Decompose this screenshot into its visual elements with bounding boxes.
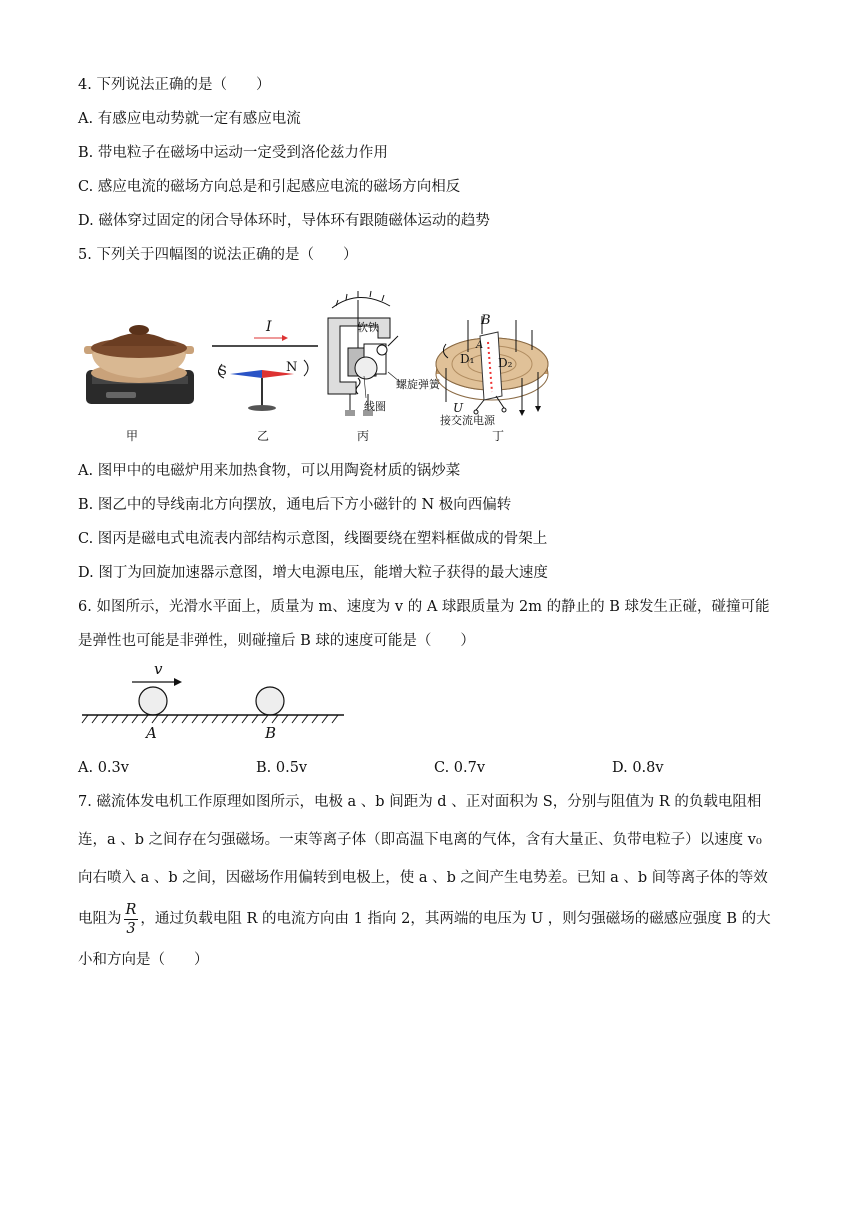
label-soft-iron: 软铁	[357, 321, 379, 334]
q6-option-c: C. 0.7v	[434, 760, 486, 776]
fraction-denominator: 3	[126, 920, 136, 937]
q5-stem: 5. 下列关于四幅图的说法正确的是（ ）	[78, 247, 358, 263]
label-ac-source: 接交流电源	[440, 414, 495, 427]
label-a: A	[476, 340, 484, 351]
fraction-numerator: R	[125, 901, 137, 918]
caption-yi: 乙	[256, 429, 269, 443]
q6-option-a: A. 0.3v	[78, 760, 129, 776]
label-ball-b: B	[265, 724, 277, 742]
q7-line-3: 向右喷入 a 、b 之间，因磁场作用偏转到电极上，使 a 、b 之间产生电势差。已知 a 、b 间等离子体的等效	[78, 870, 768, 886]
label-spring: 螺旋弹簧	[396, 378, 440, 391]
q7-line-5: 小和方向是（ ）	[78, 952, 209, 968]
q6-option-b: B. 0.5v	[256, 760, 308, 776]
q5-option-a: A. 图甲中的电磁炉用来加热食物，可以用陶瓷材质的锅炒菜	[78, 463, 461, 479]
caption-bing: 丙	[356, 429, 369, 443]
q7-line-4	[78, 900, 771, 938]
q6-stem-line-1: 6. 如图所示，光滑水平面上，质量为 m、速度为 v 的 A 球跟质量为 2m 的静止的 B 球发生正碰，碰撞可能	[78, 599, 770, 615]
figure-ding-cyclotron	[432, 312, 556, 426]
q6-option-d: D. 0.8v	[612, 760, 664, 776]
label-current-i: I	[266, 319, 272, 335]
caption-ding: 丁	[491, 429, 504, 443]
figure-jia-induction-cooker	[76, 318, 202, 410]
q5-option-d: D. 图丁为回旋加速器示意图，增大电源电压，能增大粒子获得的最大速度	[78, 565, 548, 581]
caption-jia: 甲	[125, 429, 138, 443]
q4-stem: 4. 下列说法正确的是（ ）	[78, 77, 271, 93]
label-velocity: v	[154, 660, 163, 678]
q7-line-4-suffix: ，通过负载电阻 R 的电流方向由 1 指向 2，其两端的电压为 U ，则匀强磁场的磁感应强度 B 的大	[140, 911, 771, 927]
label-ball-a: A	[146, 724, 157, 742]
q4-option-a: A. 有感应电动势就一定有感应电流	[78, 111, 301, 127]
q5-option-b: B. 图乙中的导线南北方向摆放，通电后下方小磁针的 N 极向西偏转	[78, 497, 512, 513]
label-north: N	[286, 360, 298, 375]
q4-option-d: D. 磁体穿过固定的闭合导体环时，导体环有跟随磁体运动的趋势	[78, 213, 490, 229]
label-south: S	[218, 364, 227, 379]
q4-option-b: B. 带电粒子在磁场中运动一定受到洛伦兹力作用	[78, 145, 388, 161]
q4-option-c: C. 感应电流的磁场方向总是和引起感应电流的磁场方向相反	[78, 179, 461, 195]
label-d1: D₁	[460, 352, 475, 366]
fraction-r-over-3	[124, 901, 139, 938]
label-d2: D₂	[498, 356, 513, 370]
q7-line-4-prefix: 电阻为	[78, 911, 122, 927]
label-coil: 线圈	[364, 400, 386, 413]
label-u: U	[453, 401, 464, 415]
q6-stem-line-2: 是弹性也可能是非弹性，则碰撞后 B 球的速度可能是（ ）	[78, 633, 475, 649]
label-b-field: B	[481, 313, 491, 328]
figure-q6-collision	[80, 660, 348, 740]
q7-line-1: 7. 磁流体发电机工作原理如图所示，电极 a 、b 间距为 d 、正对面积为 S，分别与阻值为 R 的负载电阻相	[78, 794, 762, 810]
q7-line-2: 连，a 、b 之间存在匀强磁场。一束等离子体（即高温下电离的气体，含有大量正、负带电粒子）以速度 v₀	[78, 832, 762, 848]
q5-option-c: C. 图丙是磁电式电流表内部结构示意图，线圈要绕在塑料框做成的骨架上	[78, 531, 548, 547]
